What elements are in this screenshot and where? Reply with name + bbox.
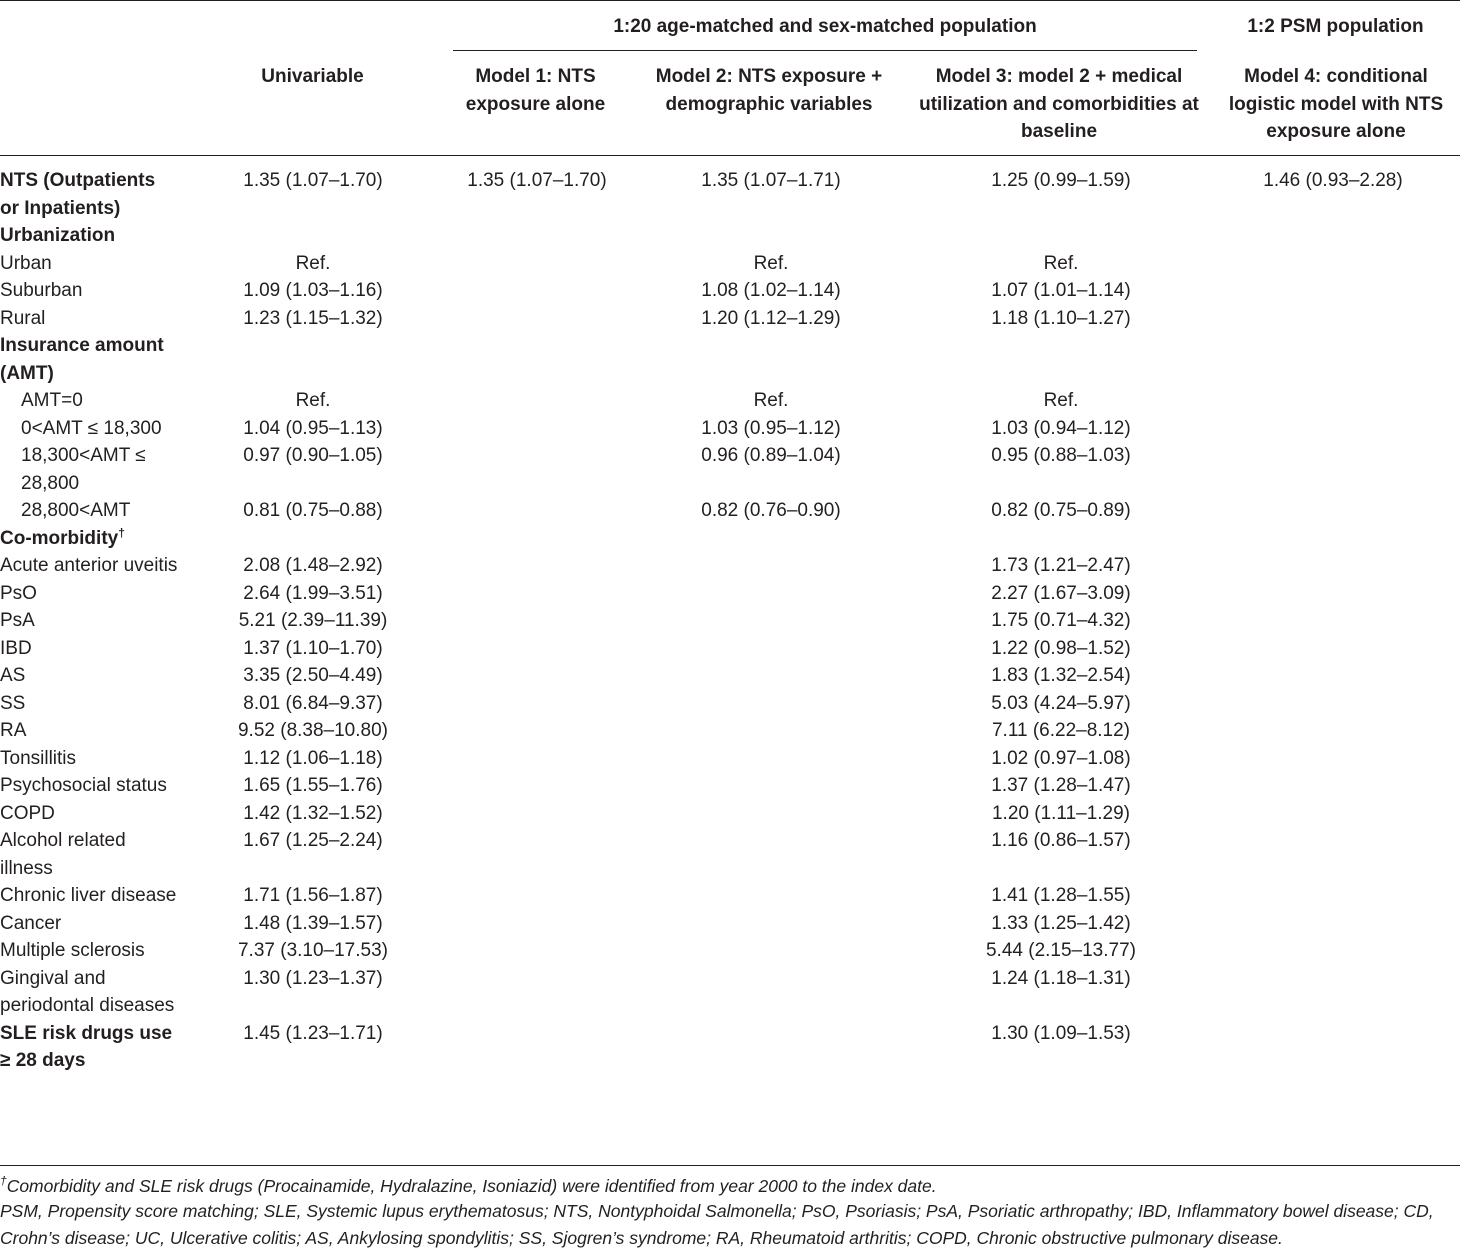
cell-m1 [448,937,626,965]
cell-m4 [1206,525,1460,553]
cell-m1 [448,690,626,718]
cell-m3: 1.41 (1.28–1.55) [991,885,1131,906]
cell-m3: 0.95 (0.88–1.03) [991,445,1131,466]
cell-m4 [1206,497,1460,525]
table-row [0,1020,1460,1075]
cell-uni: 7.37 (3.10–17.53) [237,940,388,961]
row-label [0,497,178,525]
cell-uni: 2.64 (1.99–3.51) [243,582,383,604]
table-row [0,442,1460,497]
row-label [0,965,178,1020]
row-label [0,910,178,938]
cell-m4 [1206,827,1460,882]
table-row [0,415,1460,443]
row-label-text: Acute anterior uveitis [0,555,178,576]
cell-m4 [1206,965,1460,1020]
row-label [0,1020,178,1075]
cell-m2 [626,772,916,800]
cell-m2: Ref. [753,390,789,411]
cell-m4 [1206,690,1460,718]
cell-m2: 1.20 (1.12–1.29) [701,307,841,329]
row-label [0,772,178,800]
table-row [0,222,1460,250]
row-label [0,277,178,305]
row-label-text: Gingival and periodontal diseases [0,967,175,1016]
cell-m3: 1.18 (1.10–1.27) [991,307,1131,329]
cell-uni: 0.97 (0.90–1.05) [243,445,383,466]
table-row [0,387,1460,415]
cell-uni: Ref. [295,252,331,274]
table-row [0,167,1460,222]
cell-uni: 1.67 (1.25–2.24) [243,830,383,851]
table-row [0,662,1460,690]
col-header-model1: Model 1: NTS exposure alone [465,66,606,115]
cell-m2 [626,332,916,387]
row-label [0,937,178,965]
cell-uni: 1.37 (1.10–1.70) [243,637,383,659]
cell-m1 [448,580,626,608]
cell-m3: 0.82 (0.75–0.89) [991,500,1131,521]
cell-m3: 1.03 (0.94–1.12) [991,417,1131,439]
cell-m3: 5.44 (2.15–13.77) [985,940,1136,961]
row-label [0,305,178,333]
table-row [0,277,1460,305]
row-label-text: Urban [0,252,52,274]
cell-m3: 7.11 (6.22–8.12) [991,720,1131,741]
table-row [0,800,1460,828]
cell-m3: 1.24 (1.18–1.31) [991,967,1131,989]
cell-m1 [448,415,626,443]
row-label-text: Suburban [0,280,83,301]
cell-m2 [626,1020,916,1075]
cell-m4 [1206,580,1460,608]
cell-m3: 1.33 (1.25–1.42) [991,912,1131,934]
cell-m2 [626,717,916,745]
row-label [0,745,178,773]
cell-uni: 0.81 (0.75–0.88) [243,500,383,521]
cell-m2: 1.03 (0.95–1.12) [701,417,841,439]
row-label [0,167,178,222]
results-table [0,167,1460,1075]
row-label [0,662,178,690]
cell-uni: 1.65 (1.55–1.76) [243,775,383,796]
footnote-2: PSM, Propensity score matching; SLE, Systemic lupus erythematosus; NTS, Nontyphoidal Salmonella; PsO, Psoriasis; PsA, Psoriatic arthropathy; IBD, Inflammatory bowel disease; CD, Crohn’s disease; UC, Ulcerative colitis; AS, Ankylosing spondylitis; SS, Sjogren’s syndrome; RA, Rheumatoid arthritis; COPD, Chronic obstructive pulmonary disease. [0,1201,1434,1248]
cell-m4 [1206,937,1460,965]
table-row [0,717,1460,745]
cell-m4 [1206,910,1460,938]
cell-m1 [448,607,626,635]
cell-m4: 1.46 (0.93–2.28) [1263,170,1403,191]
cell-uni: 1.42 (1.32–1.52) [243,802,383,824]
header-rule [0,155,1460,156]
row-label [0,552,178,580]
row-label-text: PsA [0,610,35,631]
cell-m3: 1.30 (1.09–1.53) [991,1022,1131,1044]
cell-m3: Ref. [1043,252,1079,274]
cell-m4 [1206,635,1460,663]
cell-m1 [448,305,626,333]
cell-m4 [1206,305,1460,333]
cell-m3: 1.37 (1.28–1.47) [991,775,1131,796]
row-label [0,607,178,635]
cell-uni: 1.45 (1.23–1.71) [243,1022,383,1044]
cell-m1 [448,882,626,910]
cell-m1 [448,497,626,525]
cell-m2 [626,937,916,965]
cell-m2 [626,525,916,553]
cell-m3: 1.73 (1.21–2.47) [991,555,1131,576]
group-header-matched: 1:20 age-matched and sex-matched population [613,16,1037,37]
cell-m1 [448,222,626,250]
cell-m3 [916,525,1206,553]
cell-m2 [626,607,916,635]
cell-m3: 2.27 (1.67–3.09) [991,582,1131,604]
col-header-univariable: Univariable [261,66,364,87]
cell-m3: 1.83 (1.32–2.54) [991,665,1131,686]
cell-m2 [626,690,916,718]
footnote-1-text: Comorbidity and SLE risk drugs (Procainamide, Hydralazine, Isoniazid) were identified from year 2000 to the index date. [6,1176,937,1196]
table-row [0,772,1460,800]
cell-m2 [626,745,916,773]
cell-m2 [626,580,916,608]
cell-m3: 1.22 (0.98–1.52) [991,637,1131,659]
cell-m4 [1206,772,1460,800]
row-label-text: Alcohol related illness [0,830,126,879]
cell-uni: 9.52 (8.38–10.80) [237,720,388,741]
cell-m2 [626,552,916,580]
row-label [0,332,178,387]
row-label-text: Psychosocial status [0,775,167,796]
cell-uni [178,332,448,387]
row-label-text: SLE risk drugs use ≥ 28 days [0,1022,173,1071]
cell-m4 [1206,442,1460,497]
cell-m1 [448,387,626,415]
cell-m1 [448,965,626,1020]
cell-m3: 1.02 (0.97–1.08) [991,747,1131,769]
cell-m2: 0.96 (0.89–1.04) [701,445,841,466]
table-row [0,497,1460,525]
cell-uni [178,222,448,250]
cell-m3 [916,222,1206,250]
row-label-text: AS [0,665,26,686]
cell-m2 [626,910,916,938]
cell-m4 [1206,800,1460,828]
cell-m1 [448,662,626,690]
group-underline [453,50,1197,51]
cell-m4 [1206,332,1460,387]
cell-m1 [448,772,626,800]
row-label [0,882,178,910]
row-label [0,800,178,828]
group-header-psm: 1:2 PSM population [1247,16,1424,37]
cell-m4 [1206,415,1460,443]
cell-uni: 1.48 (1.39–1.57) [243,912,383,934]
table-row [0,552,1460,580]
row-label [0,690,178,718]
cell-m3: 5.03 (4.24–5.97) [991,692,1131,714]
cell-m1 [448,525,626,553]
row-label-text: AMT=0 [21,390,83,411]
cell-m2 [626,827,916,882]
cell-m1 [448,552,626,580]
cell-m3: 1.20 (1.11–1.29) [991,802,1131,824]
row-label-text: Tonsillitis [0,747,77,769]
cell-m4 [1206,222,1460,250]
row-label [0,415,178,443]
row-label [0,442,178,497]
col-header-model4: Model 4: conditional logistic model with NTS exposure alone [1228,66,1444,142]
row-label-text: NTS (Outpatients or Inpatients) [0,170,156,219]
cell-m4 [1206,277,1460,305]
cell-m2: 0.82 (0.76–0.90) [701,500,841,521]
row-label-text: 0<AMT ≤ 18,300 [21,417,162,439]
table-row [0,332,1460,387]
cell-m4 [1206,662,1460,690]
table-row [0,250,1460,278]
cell-uni: 5.21 (2.39–11.39) [238,610,388,631]
row-label-text: Multiple sclerosis [0,940,145,961]
cell-m3: 1.16 (0.86–1.57) [991,830,1131,851]
cell-m1 [448,635,626,663]
cell-m1 [448,277,626,305]
row-label-text: 28,800<AMT [21,500,131,521]
cell-m2 [626,882,916,910]
cell-m2 [626,662,916,690]
cell-uni [178,525,448,553]
dagger-marker: † [118,525,125,540]
row-label-text: 18,300<AMT ≤ 28,800 [21,445,146,494]
cell-m1 [448,827,626,882]
table-row [0,607,1460,635]
row-label-text: SS [0,692,26,714]
cell-m2 [626,965,916,1020]
cell-m4 [1206,387,1460,415]
row-label [0,580,178,608]
row-label [0,717,178,745]
cell-m3: 1.75 (0.71–4.32) [991,610,1131,631]
cell-uni: 1.71 (1.56–1.87) [243,885,383,906]
col-header-model3: Model 3: model 2 + medical utilization and comorbidities at baseline [919,66,1199,142]
table-row [0,910,1460,938]
table-row [0,305,1460,333]
table-row [0,745,1460,773]
cell-uni: 1.35 (1.07–1.70) [243,170,383,191]
cell-m3: Ref. [1043,390,1079,411]
cell-m3: 1.07 (1.01–1.14) [991,280,1131,301]
cell-uni: 1.12 (1.06–1.18) [243,747,383,769]
cell-uni: 1.09 (1.03–1.16) [243,280,383,301]
table-row [0,525,1460,553]
table-row [0,827,1460,882]
cell-m2 [626,635,916,663]
row-label [0,635,178,663]
cell-m2: Ref. [753,252,789,274]
row-label [0,525,178,553]
row-label-text: RA [0,720,27,741]
cell-m4 [1206,745,1460,773]
cell-uni: Ref. [295,390,331,411]
cell-m4 [1206,1020,1460,1075]
row-label [0,250,178,278]
cell-m1 [448,910,626,938]
cell-m3 [916,332,1206,387]
cell-m1 [448,1020,626,1075]
cell-m1: 1.35 (1.07–1.70) [467,170,607,191]
cell-uni: 2.08 (1.48–2.92) [243,555,383,576]
row-label-text: PsO [0,582,37,604]
row-label-text: Urbanization [0,225,116,246]
cell-m1 [448,717,626,745]
col-header-model2: Model 2: NTS exposure + demographic variables [655,66,883,115]
cell-m1 [448,250,626,278]
cell-uni: 1.30 (1.23–1.37) [243,967,383,989]
cell-m4 [1206,607,1460,635]
row-label [0,222,178,250]
cell-m3: 1.25 (0.99–1.59) [991,170,1131,191]
row-label-text: COPD [0,802,55,824]
cell-m2 [626,800,916,828]
table-row [0,965,1460,1020]
table-row [0,937,1460,965]
cell-m1 [448,745,626,773]
row-label-text: Rural [0,307,46,329]
table-row [0,635,1460,663]
row-label-text: Co-morbidity [0,527,119,549]
row-label-text: Chronic liver disease [0,885,177,906]
cell-m4 [1206,882,1460,910]
cell-m2: 1.08 (1.02–1.14) [701,280,841,301]
cell-uni: 8.01 (6.84–9.37) [243,692,383,714]
cell-m4 [1206,717,1460,745]
footnote-dagger: † [0,1174,7,1188]
cell-uni: 3.35 (2.50–4.49) [243,665,383,686]
row-label-text: IBD [0,637,32,659]
cell-uni: 1.23 (1.15–1.32) [243,307,383,329]
cell-m2 [626,222,916,250]
row-label-text: Insurance amount (AMT) [0,335,164,384]
cell-m1 [448,332,626,387]
table-row [0,882,1460,910]
row-label-text: Cancer [0,912,62,934]
table-row [0,580,1460,608]
cell-uni: 1.04 (0.95–1.13) [243,417,383,439]
footnote-1 [0,1173,1460,1200]
bottom-rule [0,1165,1460,1166]
cell-m4 [1206,250,1460,278]
cell-m4 [1206,552,1460,580]
cell-m2: 1.35 (1.07–1.71) [701,170,841,191]
row-label [0,827,178,882]
row-label [0,387,178,415]
cell-m1 [448,800,626,828]
cell-m1 [448,442,626,497]
table-row [0,690,1460,718]
top-rule [0,0,1460,1]
